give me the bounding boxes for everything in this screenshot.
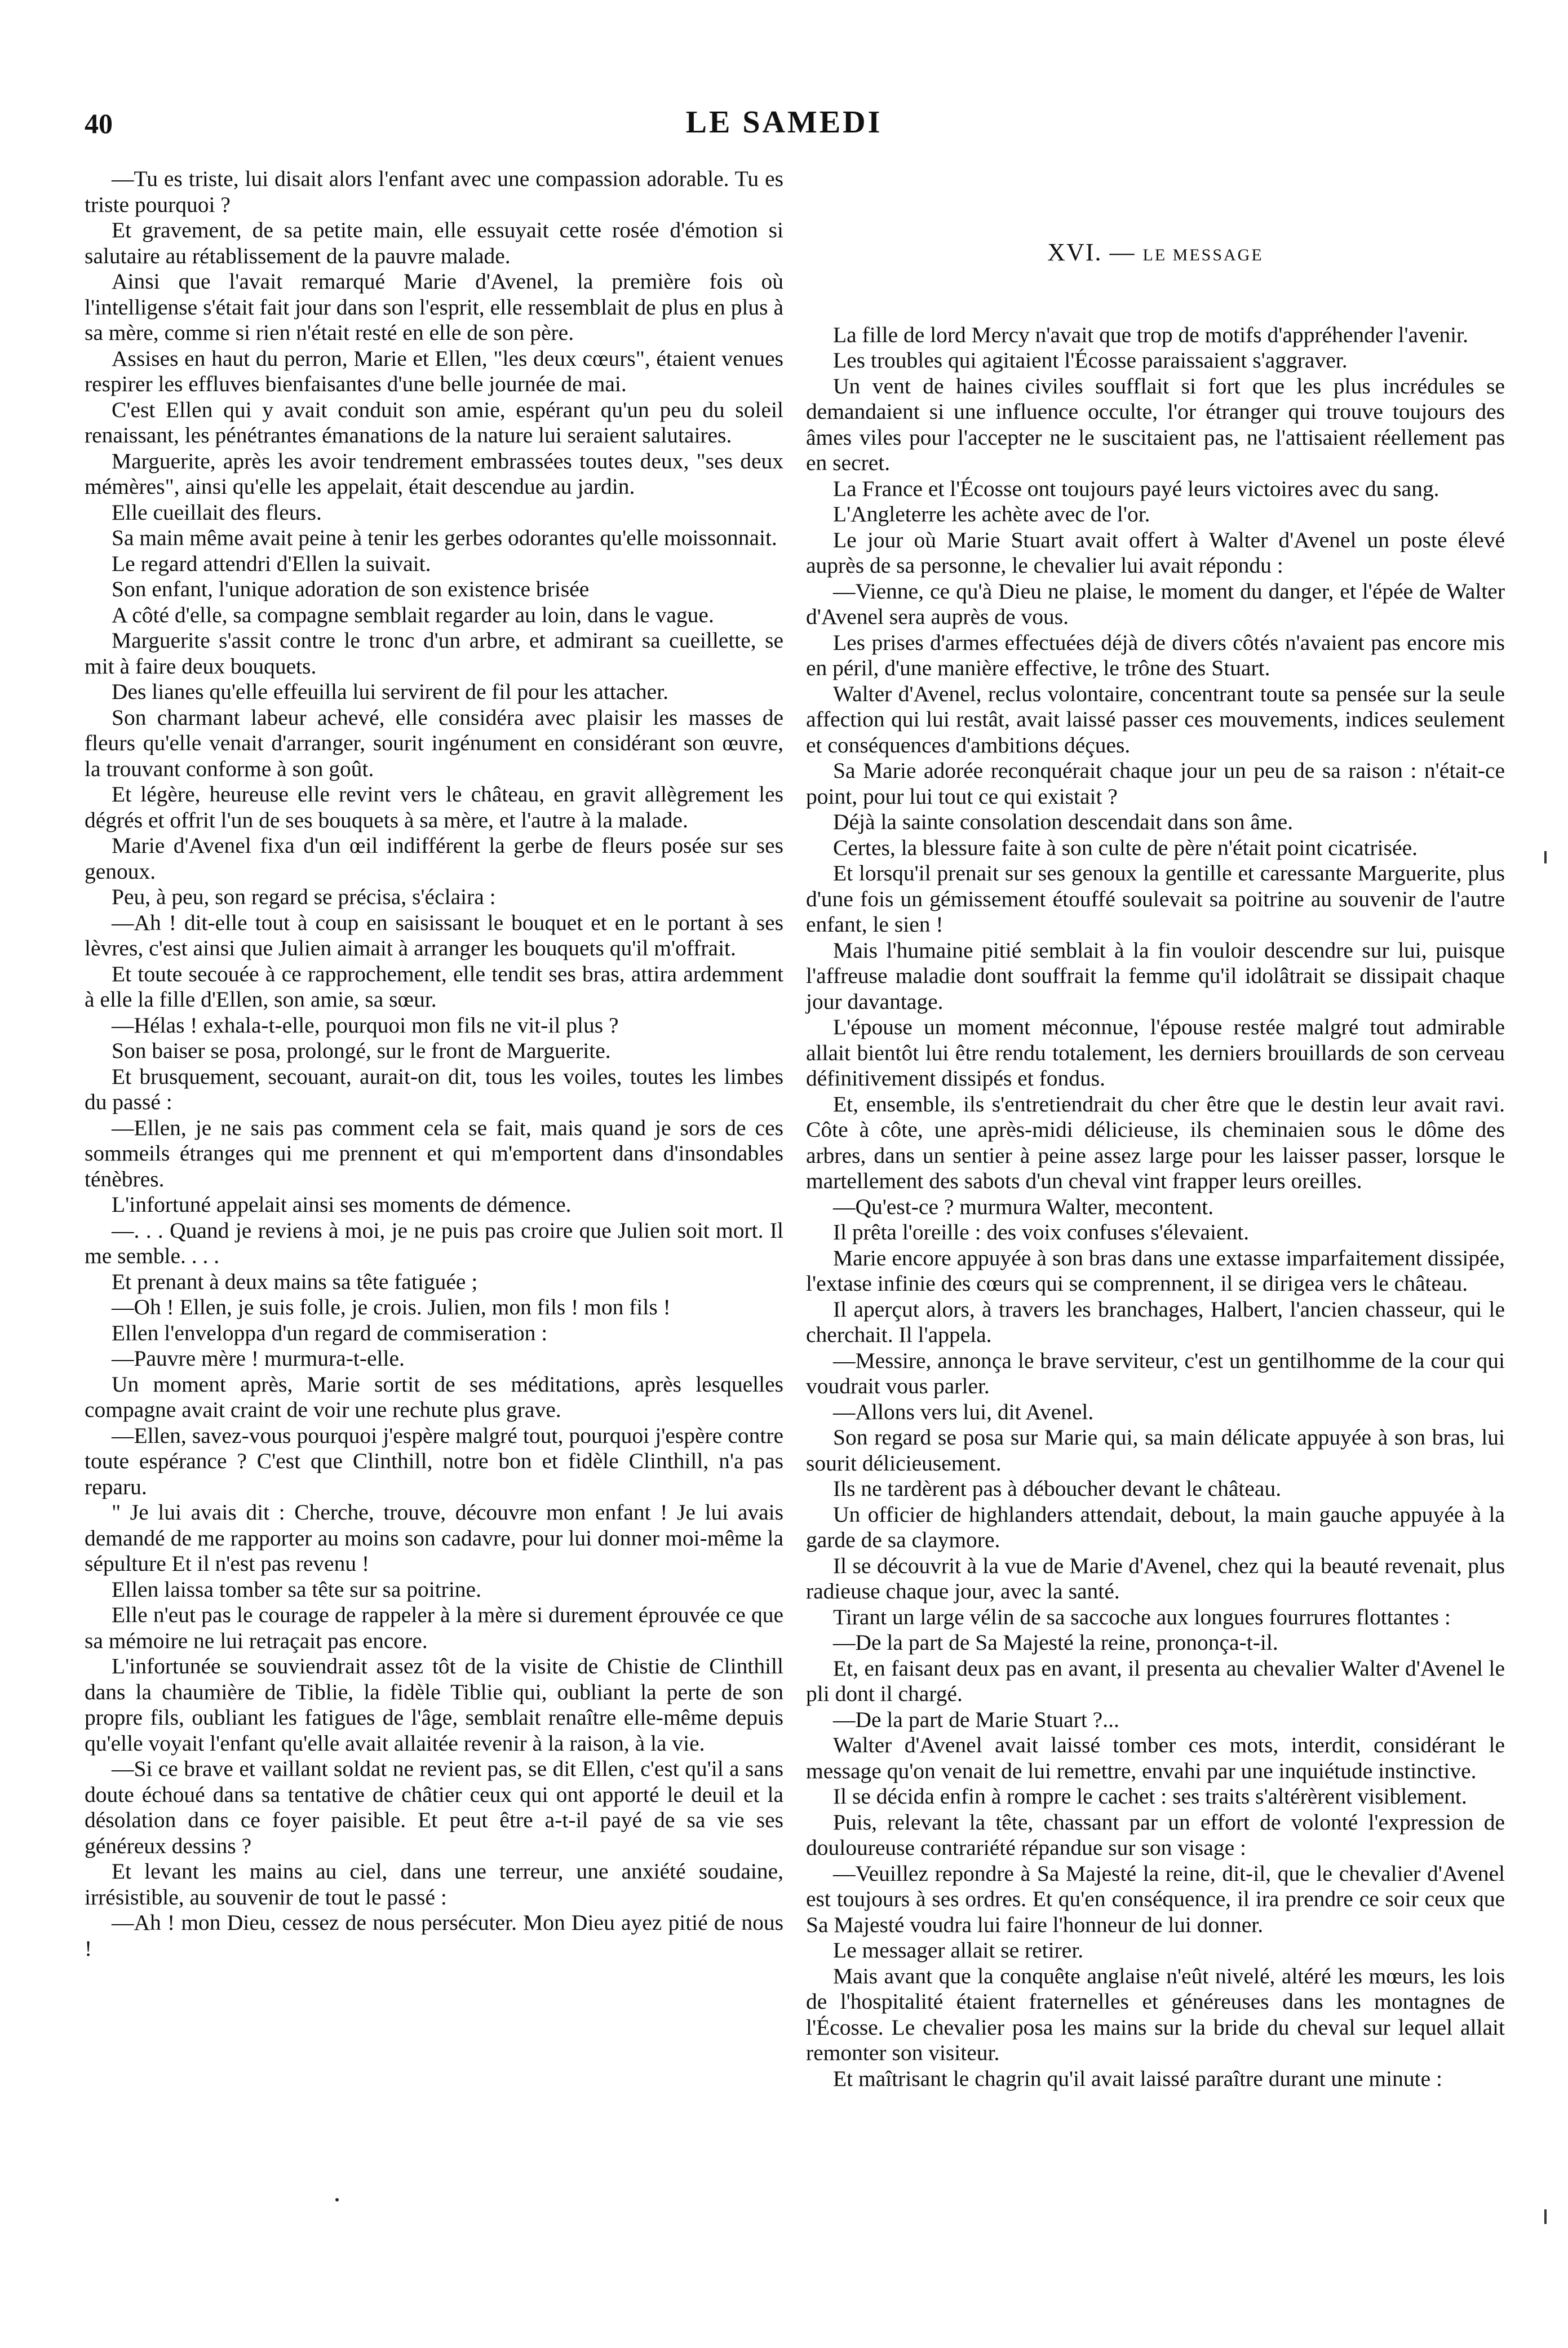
paragraph: —Pauvre mère ! murmura-t-elle. <box>112 1346 405 1371</box>
section-heading <box>806 240 1505 268</box>
paragraph: —De la part de Marie Stuart ?... <box>833 1707 1119 1732</box>
paragraph: —Allons vers lui, dit Avenel. <box>833 1399 1094 1424</box>
paragraph: Peu, à peu, son regard se précisa, s'éclaira : <box>112 884 496 909</box>
paragraph: —Messire, annonça le brave serviteur, c'est un gentilhomme de la cour qui voudrait vous parler. <box>806 1348 1505 1398</box>
paragraph: Son regard se posa sur Marie qui, sa main délicate appuyée à son bras, lui sourit délicieusement. <box>806 1425 1505 1476</box>
paragraph: Un moment après, Marie sortit de ses méditations, après lesquelles compagne avait craint de voir une rechute plus grave. <box>85 1371 783 1422</box>
paragraph: Marie encore appuyée à son bras dans une extasse imparfaitement dissipée, l'extase infinie des cœurs qui se comprennent, il se dirigea vers le château. <box>806 1245 1505 1296</box>
paragraph: A côté d'elle, sa compagne semblait regarder au loin, dans le vague. <box>112 602 714 627</box>
paragraph: Les troubles qui agitaient l'Écosse paraissaient s'aggraver. <box>833 348 1348 373</box>
paragraph: Son charmant labeur achevé, elle considéra avec plaisir les masses de fleurs qu'elle venait d'arranger, sourit ingénument en considérant son œuvre, la trouvant conforme à son goût. <box>85 705 783 781</box>
paragraph: Et prenant à deux mains sa tête fatiguée ; <box>112 1269 478 1294</box>
paragraph: —Oh ! Ellen, je suis folle, je crois. Julien, mon fils ! mon fils ! <box>112 1295 671 1319</box>
paragraph: —. . . Quand je reviens à moi, je ne puis pas croire que Julien soit mort. Il me semble. . . . <box>85 1217 783 1268</box>
paragraph: Et, ensemble, ils s'entretiendrait du cher être que le destin leur avait ravi. Côte à côte, une après-midi délicieuse, ils cheminaien sous le dôme des arbres, dans un sentier à peine assez large pour les laisser passer, lorsque le martellement des sabots d'un cheval vint frapper leurs oreilles. <box>806 1091 1505 1193</box>
paragraph: La fille de lord Mercy n'avait que trop de motifs d'appréhender l'avenir. <box>833 322 1468 347</box>
paragraph: L'Angleterre les achète avec de l'or. <box>833 502 1150 526</box>
print-speck <box>335 2198 339 2201</box>
paragraph: —Vienne, ce qu'à Dieu ne plaise, le moment du danger, et l'épée de Walter d'Avenel sera auprès de vous. <box>806 578 1505 629</box>
paragraph: Son baiser se posa, prolongé, sur le front de Marguerite. <box>112 1038 611 1063</box>
paragraph: Déjà la sainte consolation descendait dans son âme. <box>833 809 1294 834</box>
paragraph: Et lorsqu'il prenait sur ses genoux la gentille et caressante Marguerite, plus d'une fois un gémissement étouffé soulevait sa poitrine au souvenir de l'autre enfant, le sien ! <box>806 861 1505 937</box>
right-column <box>806 166 1505 2092</box>
paragraph: Assises en haut du perron, Marie et Ellen, "les deux cœurs", étaient venues respirer les effluves bienfaisantes d'une belle journée de mai. <box>85 345 783 396</box>
paragraph: —Si ce brave et vaillant soldat ne revient pas, se dit Ellen, c'est qu'il a sans doute échoué dans sa tentative de châtier ceux qui ont apporté le deuil et la désolation dans ce foyer paisible. Et peut être a-t-il payé de sa vie ses généreux dessins ? <box>85 1756 783 1858</box>
margin-mark <box>1544 2209 1547 2224</box>
paragraph: Walter d'Avenel, reclus volontaire, concentrant toute sa pensée sur la seule affection qui lui restât, avait laissé passer ces mouvements, indices seulement et conséquences d'ambitions déçues. <box>806 681 1505 757</box>
paragraph: Ellen l'enveloppa d'un regard de commiseration : <box>112 1320 548 1345</box>
paragraph: Et brusquement, secouant, aurait-on dit, tous les voiles, toutes les limbes du passé : <box>85 1064 783 1114</box>
paragraph: " Je lui avais dit : Cherche, trouve, découvre mon enfant ! Je lui avais demandé de me rapporter au moins son cadavre, pour lui donner moi-même la sépulture Et il n'est pas revenu ! <box>85 1500 783 1576</box>
paragraph: —Ellen, je ne sais pas comment cela se fait, mais quand je sors de ces sommeils étranges qui me prennent et qui m'emportent dans d'insondables ténèbres. <box>85 1115 783 1191</box>
paragraph: Et maîtrisant le chagrin qu'il avait laissé paraître durant une minute : <box>833 2066 1442 2091</box>
paragraph: La France et l'Écosse ont toujours payé leurs victoires avec du sang. <box>833 476 1439 501</box>
paragraph: Marguerite s'assit contre le tronc d'un arbre, et admirant sa cueillette, se mit à faire deux bouquets. <box>85 628 783 679</box>
paragraph: Mais l'humaine pitié semblait à la fin vouloir descendre sur lui, puisque l'affreuse maladie dont souffrait la femme qu'il idolâtrait se dissipait chaque jour davantage. <box>806 937 1505 1014</box>
paragraph: Un vent de haines civiles soufflait si fort que les plus incrédules se demandaient si une influence occulte, l'or étranger qui trouve toujours des âmes viles pour l'accepter ne le suscitaient pas, ne l'attisaient réellement pas en secret. <box>806 373 1505 475</box>
paragraph: Son enfant, l'unique adoration de son existence brisée <box>112 577 590 601</box>
paragraph: —De la part de Sa Majesté la reine, prononça-t-il. <box>833 1630 1278 1655</box>
paragraph: —Hélas ! exhala-t-elle, pourquoi mon fils ne vit-il plus ? <box>112 1012 619 1038</box>
paragraph: Walter d'Avenel avait laissé tomber ces mots, interdit, considérant le message qu'on venait de lui remettre, envahi par une inquiétude instinctive. <box>806 1733 1505 1783</box>
section-number: XVI. — <box>1047 238 1136 266</box>
paragraph: Marie d'Avenel fixa d'un œil indifférent la gerbe de fleurs posée sur ses genoux. <box>85 833 783 884</box>
paragraph: Il prêta l'oreille : des voix confuses s'élevaient. <box>833 1220 1250 1244</box>
paragraph: L'épouse un moment méconnue, l'épouse restée malgré tout admirable allait bientôt lui être rendu totalement, les derniers brouillards de son cerveau définitivement dissipés et fondus. <box>806 1014 1505 1091</box>
left-column <box>85 166 783 1961</box>
paragraph: Certes, la blessure faite à son culte de père n'était point cicatrisée. <box>833 835 1418 860</box>
paragraph: Ainsi que l'avait remarqué Marie d'Avenel, la première fois où l'intelligense s'était fait jour dans son l'esprit, elle ressemblait de plus en plus à sa mère, comme si rien n'était resté en elle de son père. <box>85 269 783 345</box>
paragraph: Sa main même avait peine à tenir les gerbes odorantes qu'elle moissonnait. <box>112 525 777 550</box>
page-number: 40 <box>85 108 113 139</box>
paragraph: Des lianes qu'elle effeuilla lui servirent de fil pour les attacher. <box>112 679 669 704</box>
paragraph: Les prises d'armes effectuées déjà de divers côtés n'avaient pas encore mis en péril, d'une manière effective, le trône des Stuart. <box>806 630 1505 680</box>
paragraph: —Veuillez repondre à Sa Majesté la reine, dit-il, que le chevalier d'Avenel est toujours à ses ordres. Et qu'en conséquence, il ira prendre ce soir ceux que Sa Majesté voudra lui faire l'honneur de lui donner. <box>806 1860 1505 1937</box>
paragraph: Et toute secouée à ce rapprochement, elle tendit ses bras, attira ardemment à elle la fille d'Ellen, son amie, sa sœur. <box>85 961 783 1012</box>
paragraph: Et, en faisant deux pas en avant, il presenta au chevalier Walter d'Avenel le pli dont il chargé. <box>806 1655 1505 1706</box>
paragraph: Le messager allait se retirer. <box>833 1938 1084 1962</box>
paragraph: Ils ne tardèrent pas à déboucher devant le château. <box>833 1476 1282 1501</box>
paragraph: Marguerite, après les avoir tendrement embrassées toutes deux, "ses deux mémères", ainsi qu'elle les appelait, était descendue au jardin. <box>85 448 783 499</box>
paragraph: Elle cueillait des fleurs. <box>112 499 322 525</box>
paragraph: Sa Marie adorée reconquérait chaque jour un peu de sa raison : n'était-ce point, pour lui tout ce qui existait ? <box>806 758 1505 809</box>
section-title: LE MESSAGE <box>1142 246 1264 264</box>
paragraph: Puis, relevant la tête, chassant par un effort de volonté l'expression de douloureuse contrariété répandue sur son visage : <box>806 1809 1505 1860</box>
paragraph: Il aperçut alors, à travers les branchages, Halbert, l'ancien chasseur, qui le cherchait. Il l'appela. <box>806 1296 1505 1347</box>
paragraph: L'infortuné appelait ainsi ses moments de démence. <box>112 1192 572 1217</box>
paragraph: Un officier de highlanders attendait, debout, la main gauche appuyée à la garde de sa claymore. <box>806 1501 1505 1552</box>
paragraph: C'est Ellen qui y avait conduit son amie, espérant qu'un peu du soleil renaissant, les pénétrantes émanations de la nature lui seraient salutaires. <box>85 397 783 448</box>
paragraph: —Qu'est-ce ? murmura Walter, mecontent. <box>833 1194 1214 1219</box>
page-header <box>0 0 1568 169</box>
paragraph: Il se décida enfin à rompre le cachet : ses traits s'altérèrent visiblement. <box>833 1784 1467 1809</box>
paragraph: Et levant les mains au ciel, dans une terreur, une anxiété soudaine, irrésistible, au souvenir de tout le passé : <box>85 1859 783 1910</box>
margin-mark <box>1544 851 1547 863</box>
paragraph: Le regard attendri d'Ellen la suivait. <box>112 551 431 576</box>
paragraph: Le jour où Marie Stuart avait offert à Walter d'Avenel un poste élevé auprès de sa personne, le chevalier lui avait répondu : <box>806 527 1505 578</box>
paragraph: —Ellen, savez-vous pourquoi j'espère malgré tout, pourquoi j'espère contre toute espérance ? C'est que Clinthill, notre bon et fidèle Clinthill, n'a pas reparu. <box>85 1423 783 1499</box>
paragraph: —Ah ! mon Dieu, cessez de nous persécuter. Mon Dieu ayez pitié de nous ! <box>85 1910 783 1961</box>
paragraph: Et légère, heureuse elle revint vers le château, en gravit allègrement les dégrés et offrit l'un de ses bouquets à sa mère, et l'autre à la malade. <box>85 782 783 832</box>
paragraph: Il se découvrit à la vue de Marie d'Avenel, chez qui la beauté revenait, plus radieuse chaque jour, avec la santé. <box>806 1553 1505 1603</box>
paragraph: L'infortunée se souviendrait assez tôt de la visite de Chistie de Clinthill dans la chaumière de Tiblie, la fidèle Tiblie qui, oubliant la perte de son propre fils, oubliant les fatigues de l'âge, semblait renaître elle-même depuis qu'elle voyait l'enfant qu'elle avait allaitée revenir à la raison, à la vie. <box>85 1654 783 1756</box>
paragraph: Mais avant que la conquête anglaise n'eût nivelé, altéré les mœurs, les lois de l'hospitalité étaient fraternelles et généreuses dans les montagnes de l'Écosse. Le chevalier posa les mains sur la bride du cheval sur lequel allait remonter son visiteur. <box>806 1963 1505 2065</box>
paragraph: Et gravement, de sa petite main, elle essuyait cette rosée d'émotion si salutaire au rétablissement de la pauvre malade. <box>85 218 783 268</box>
left-column-text <box>85 166 783 1961</box>
paragraph: Ellen laissa tomber sa tête sur sa poitrine. <box>112 1576 481 1602</box>
journal-title: LE SAMEDI <box>685 105 883 140</box>
paragraph: Elle n'eut pas le courage de rappeler à la mère si durement éprouvée ce que sa mémoire ne lui retraçait pas encore. <box>85 1602 783 1653</box>
right-column-text <box>806 322 1505 2092</box>
paragraph: —Tu es triste, lui disait alors l'enfant avec une compassion adorable. Tu es triste pourquoi ? <box>85 166 783 217</box>
paragraph: Tirant un large vélin de sa saccoche aux longues fourrures flottantes : <box>833 1604 1451 1629</box>
paragraph: —Ah ! dit-elle tout à coup en saisissant le bouquet et en le portant à ses lèvres, c'est ainsi que Julien aimait à arranger les bouquets qu'il m'offrait. <box>85 910 783 960</box>
